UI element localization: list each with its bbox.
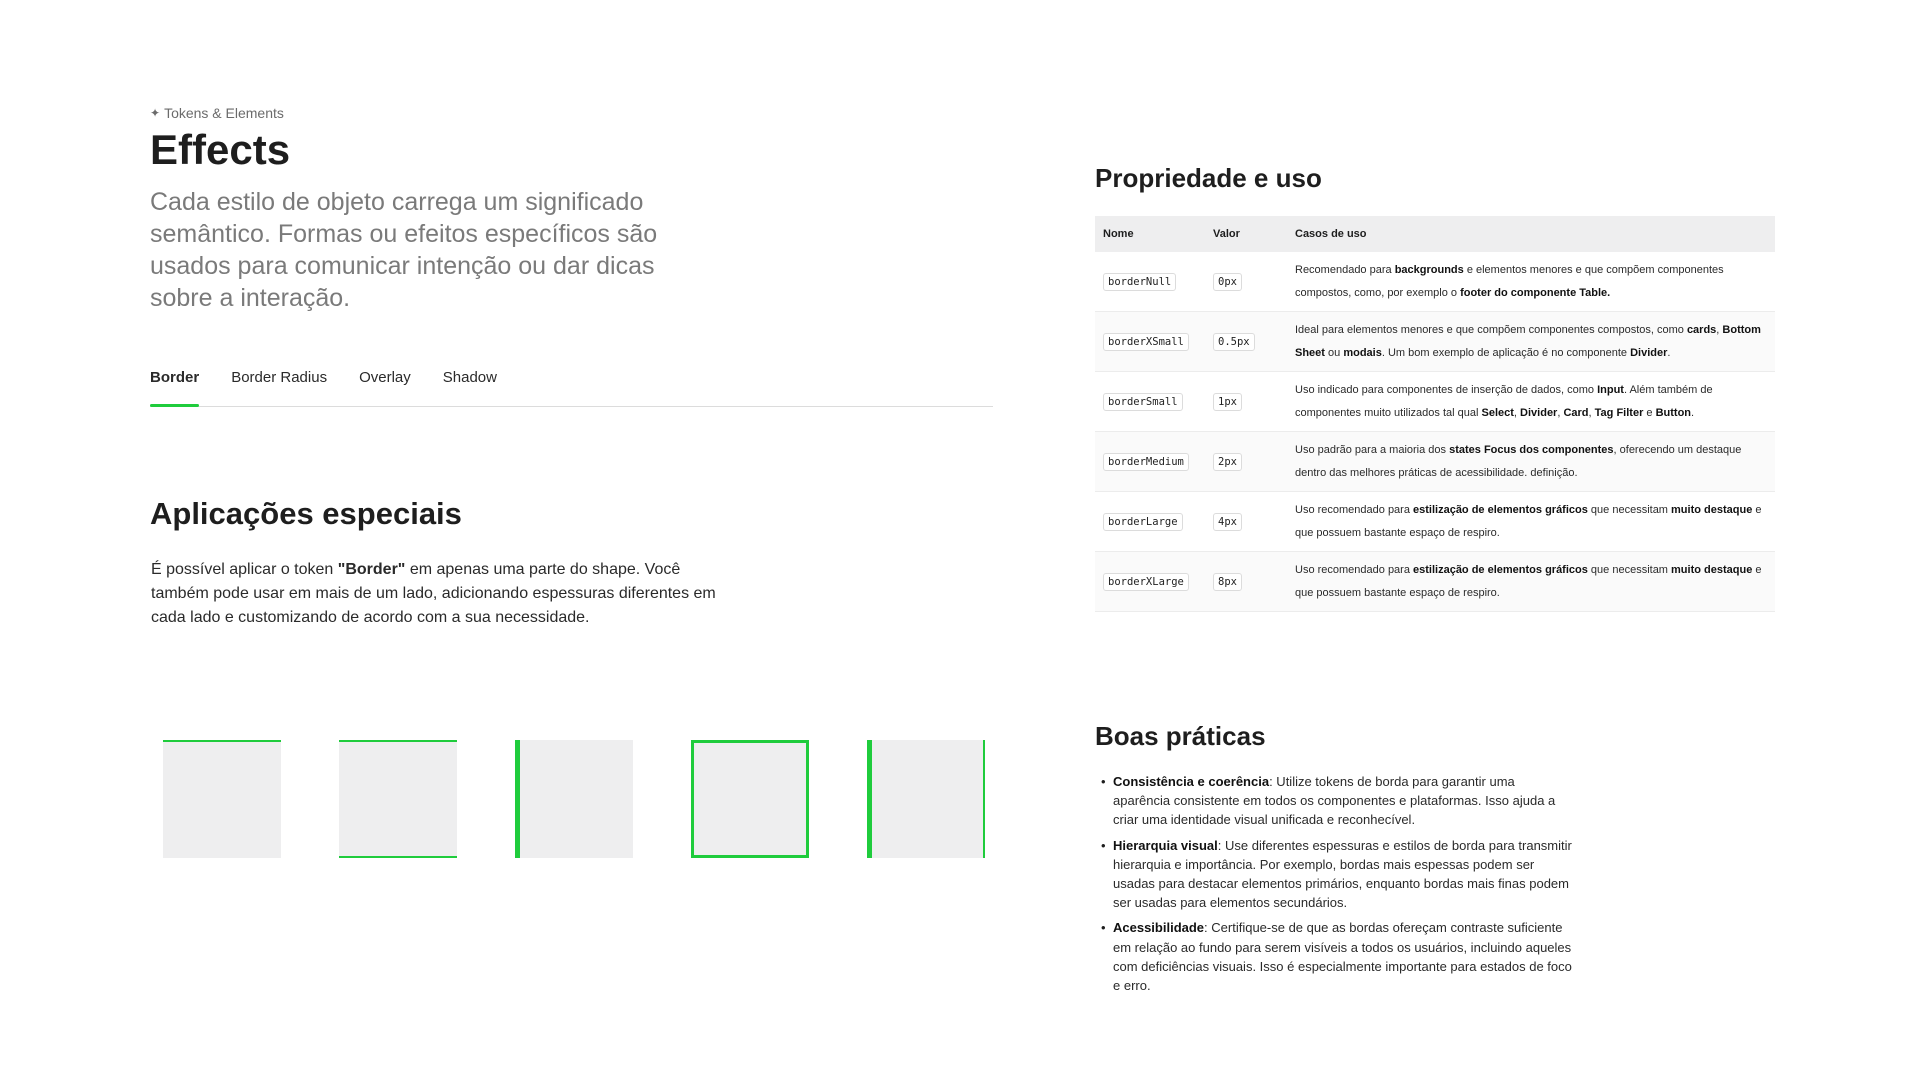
special-applications-title: Aplicações especiais — [150, 496, 462, 531]
token-name-code: borderMedium — [1103, 453, 1189, 471]
usage-text: . — [1691, 406, 1695, 419]
usage-text: . Além também de componentes muito utilizados tal qual — [1295, 383, 1713, 419]
cell-value — [1205, 552, 1287, 612]
usage-bold-text: Divider — [1520, 406, 1558, 419]
usage-bold-text: estilização de elementos gráficos — [1413, 563, 1588, 576]
practice-text: : Certifique-se de que as bordas ofereçam contraste suficiente em relação ao fundo para serem visíveis a todos os usuários, incluindo aqueles com deficiências visuais. Isso é especialmente importante para estados de foco e erro. — [1113, 920, 1572, 994]
token-value-code: 4px — [1213, 513, 1242, 531]
sparkle-icon: ✦ — [150, 106, 161, 120]
table-header-row — [1095, 216, 1775, 252]
tab-shadow[interactable]: Shadow — [442, 369, 497, 386]
good-practices-title: Boas práticas — [1095, 721, 1266, 751]
usage-text: Uso recomendado para — [1295, 563, 1414, 576]
token-name-code: borderSmall — [1103, 393, 1183, 411]
table-row — [1095, 252, 1775, 312]
usage-bold-text: Card — [1563, 406, 1589, 419]
usage-text: , — [1513, 406, 1521, 419]
border-left-right-swatch — [867, 740, 985, 858]
cell-name — [1095, 492, 1205, 552]
breadcrumb-label: Tokens & Elements — [164, 105, 284, 121]
border-all-sides-swatch — [691, 740, 809, 858]
border-examples — [163, 740, 993, 860]
cell-usage — [1287, 492, 1775, 552]
tab-border-radius[interactable]: Border Radius — [231, 369, 328, 386]
properties-table — [1095, 216, 1775, 612]
cell-name — [1095, 252, 1205, 312]
properties-title: Propriedade e uso — [1095, 163, 1322, 193]
usage-text: e que possuem bastante espaço de respiro. — [1295, 503, 1762, 539]
usage-bold-text: Divider — [1630, 346, 1668, 359]
practice-title: Hierarquia visual — [1113, 837, 1218, 853]
usage-text: , — [1557, 406, 1564, 419]
token-value-code: 8px — [1213, 573, 1242, 591]
page-lead: Cada estilo de objeto carrega um significado semântico. Formas ou efeitos específicos são usados para comunicar intenção ou dar dicas sobre a interação. — [150, 188, 658, 312]
token-name-code: borderXSmall — [1103, 333, 1189, 351]
table-row — [1095, 312, 1775, 372]
usage-text: Uso indicado para componentes de inserção de dados, como — [1295, 383, 1598, 396]
cell-usage — [1287, 432, 1775, 492]
usage-bold-text: Bottom Sheet — [1295, 323, 1761, 359]
cell-name — [1095, 552, 1205, 612]
special-applications-text — [151, 558, 721, 630]
usage-bold-text: states Focus dos componentes — [1449, 443, 1614, 456]
usage-bold-text: cards — [1686, 323, 1717, 336]
properties-section — [1095, 160, 1775, 612]
usage-bold-text: muito destaque — [1671, 503, 1753, 516]
list-item — [1113, 918, 1575, 995]
cell-name — [1095, 312, 1205, 372]
column-header-value: Valor — [1205, 216, 1287, 252]
token-name-code: borderNull — [1103, 273, 1176, 291]
good-practices-section — [1095, 718, 1575, 1001]
practice-text: : Use diferentes espessuras e estilos de borda para transmitir hierarquia e importância. Por exemplo, bordas mais espessas podem ser usadas para destacar elementos primários, enquanto bordas mais finas podem ser usadas para elementos secundários. — [1113, 837, 1572, 911]
cell-name — [1095, 372, 1205, 432]
usage-bold-text: footer do componente Table. — [1460, 286, 1611, 299]
special-text-post: em apenas uma parte do shape. Você também pode usar em mais de um lado, adicionando espessuras diferentes em cada lado e customizando de acordo com a sua necessidade. — [151, 561, 716, 626]
token-value-code: 2px — [1213, 453, 1242, 471]
table-row — [1095, 372, 1775, 432]
usage-text: ou — [1324, 346, 1344, 359]
cell-usage — [1287, 372, 1775, 432]
page-title: Effects — [150, 126, 291, 173]
list-item — [1113, 772, 1575, 830]
token-name-code: borderLarge — [1103, 513, 1183, 531]
usage-text: . — [1667, 346, 1671, 359]
tab-bar — [150, 360, 993, 407]
token-value-code: 1px — [1213, 393, 1242, 411]
cell-usage — [1287, 312, 1775, 372]
usage-bold-text: modais — [1343, 346, 1382, 359]
cell-usage — [1287, 252, 1775, 312]
usage-text: e — [1643, 406, 1656, 419]
usage-text: e que possuem bastante espaço de respiro. — [1295, 563, 1762, 599]
list-item — [1113, 836, 1575, 913]
usage-text: , — [1588, 406, 1595, 419]
cell-value — [1205, 372, 1287, 432]
usage-bold-text: muito destaque — [1671, 563, 1753, 576]
practice-title: Acessibilidade — [1113, 920, 1205, 936]
usage-text: que necessitam — [1587, 563, 1672, 576]
usage-text: Recomendado para — [1295, 263, 1395, 276]
table-row — [1095, 432, 1775, 492]
breadcrumb — [150, 104, 1000, 122]
table-row — [1095, 552, 1775, 612]
usage-text: que necessitam — [1587, 503, 1672, 516]
border-top-bottom-swatch — [339, 740, 457, 858]
usage-text: , — [1716, 323, 1723, 336]
cell-name — [1095, 432, 1205, 492]
border-left-swatch — [515, 740, 633, 858]
token-value-code: 0.5px — [1213, 333, 1255, 351]
left-column — [150, 104, 1000, 626]
column-header-usage: Casos de uso — [1287, 216, 1775, 252]
usage-bold-text: Tag Filter — [1594, 406, 1644, 419]
tab-overlay[interactable]: Overlay — [359, 369, 411, 386]
usage-text: . Um bom exemplo de aplicação é no componente — [1381, 346, 1631, 359]
usage-bold-text: backgrounds — [1394, 263, 1464, 276]
special-text-pre: É possível aplicar o token — [151, 561, 338, 578]
cell-value — [1205, 312, 1287, 372]
practice-title: Consistência e coerência — [1113, 774, 1270, 789]
special-text-bold: "Border" — [337, 561, 406, 578]
usage-bold-text: estilização de elementos gráficos — [1413, 503, 1588, 516]
usage-text: Ideal para elementos menores e que compõem componentes compostos, como — [1295, 323, 1687, 336]
column-header-name: Nome — [1095, 216, 1205, 252]
cell-value — [1205, 432, 1287, 492]
cell-usage — [1287, 552, 1775, 612]
usage-bold-text: Input — [1597, 383, 1624, 396]
table-row — [1095, 492, 1775, 552]
usage-bold-text: Select — [1481, 406, 1514, 419]
usage-text: , oferecendo um destaque dentro das melhores práticas de acessibilidade. definição. — [1295, 443, 1742, 479]
border-top-swatch — [163, 740, 281, 858]
usage-text: Uso recomendado para — [1295, 503, 1414, 516]
good-practices-list — [1095, 772, 1575, 995]
practice-text: : Utilize tokens de borda para garantir uma aparência consistente em todos os componentes e plataformas. Isso ajuda a criar uma identidade visual unificada e reconhecível. — [1113, 774, 1556, 828]
tab-border[interactable]: Border — [150, 360, 199, 406]
token-value-code: 0px — [1213, 273, 1242, 291]
cell-value — [1205, 492, 1287, 552]
token-name-code: borderXLarge — [1103, 573, 1189, 591]
cell-value — [1205, 252, 1287, 312]
usage-text: Uso padrão para a maioria dos — [1295, 443, 1450, 456]
usage-text: e elementos menores e que compõem componentes compostos, como, por exemplo o — [1295, 263, 1724, 299]
usage-bold-text: Button — [1655, 406, 1692, 419]
